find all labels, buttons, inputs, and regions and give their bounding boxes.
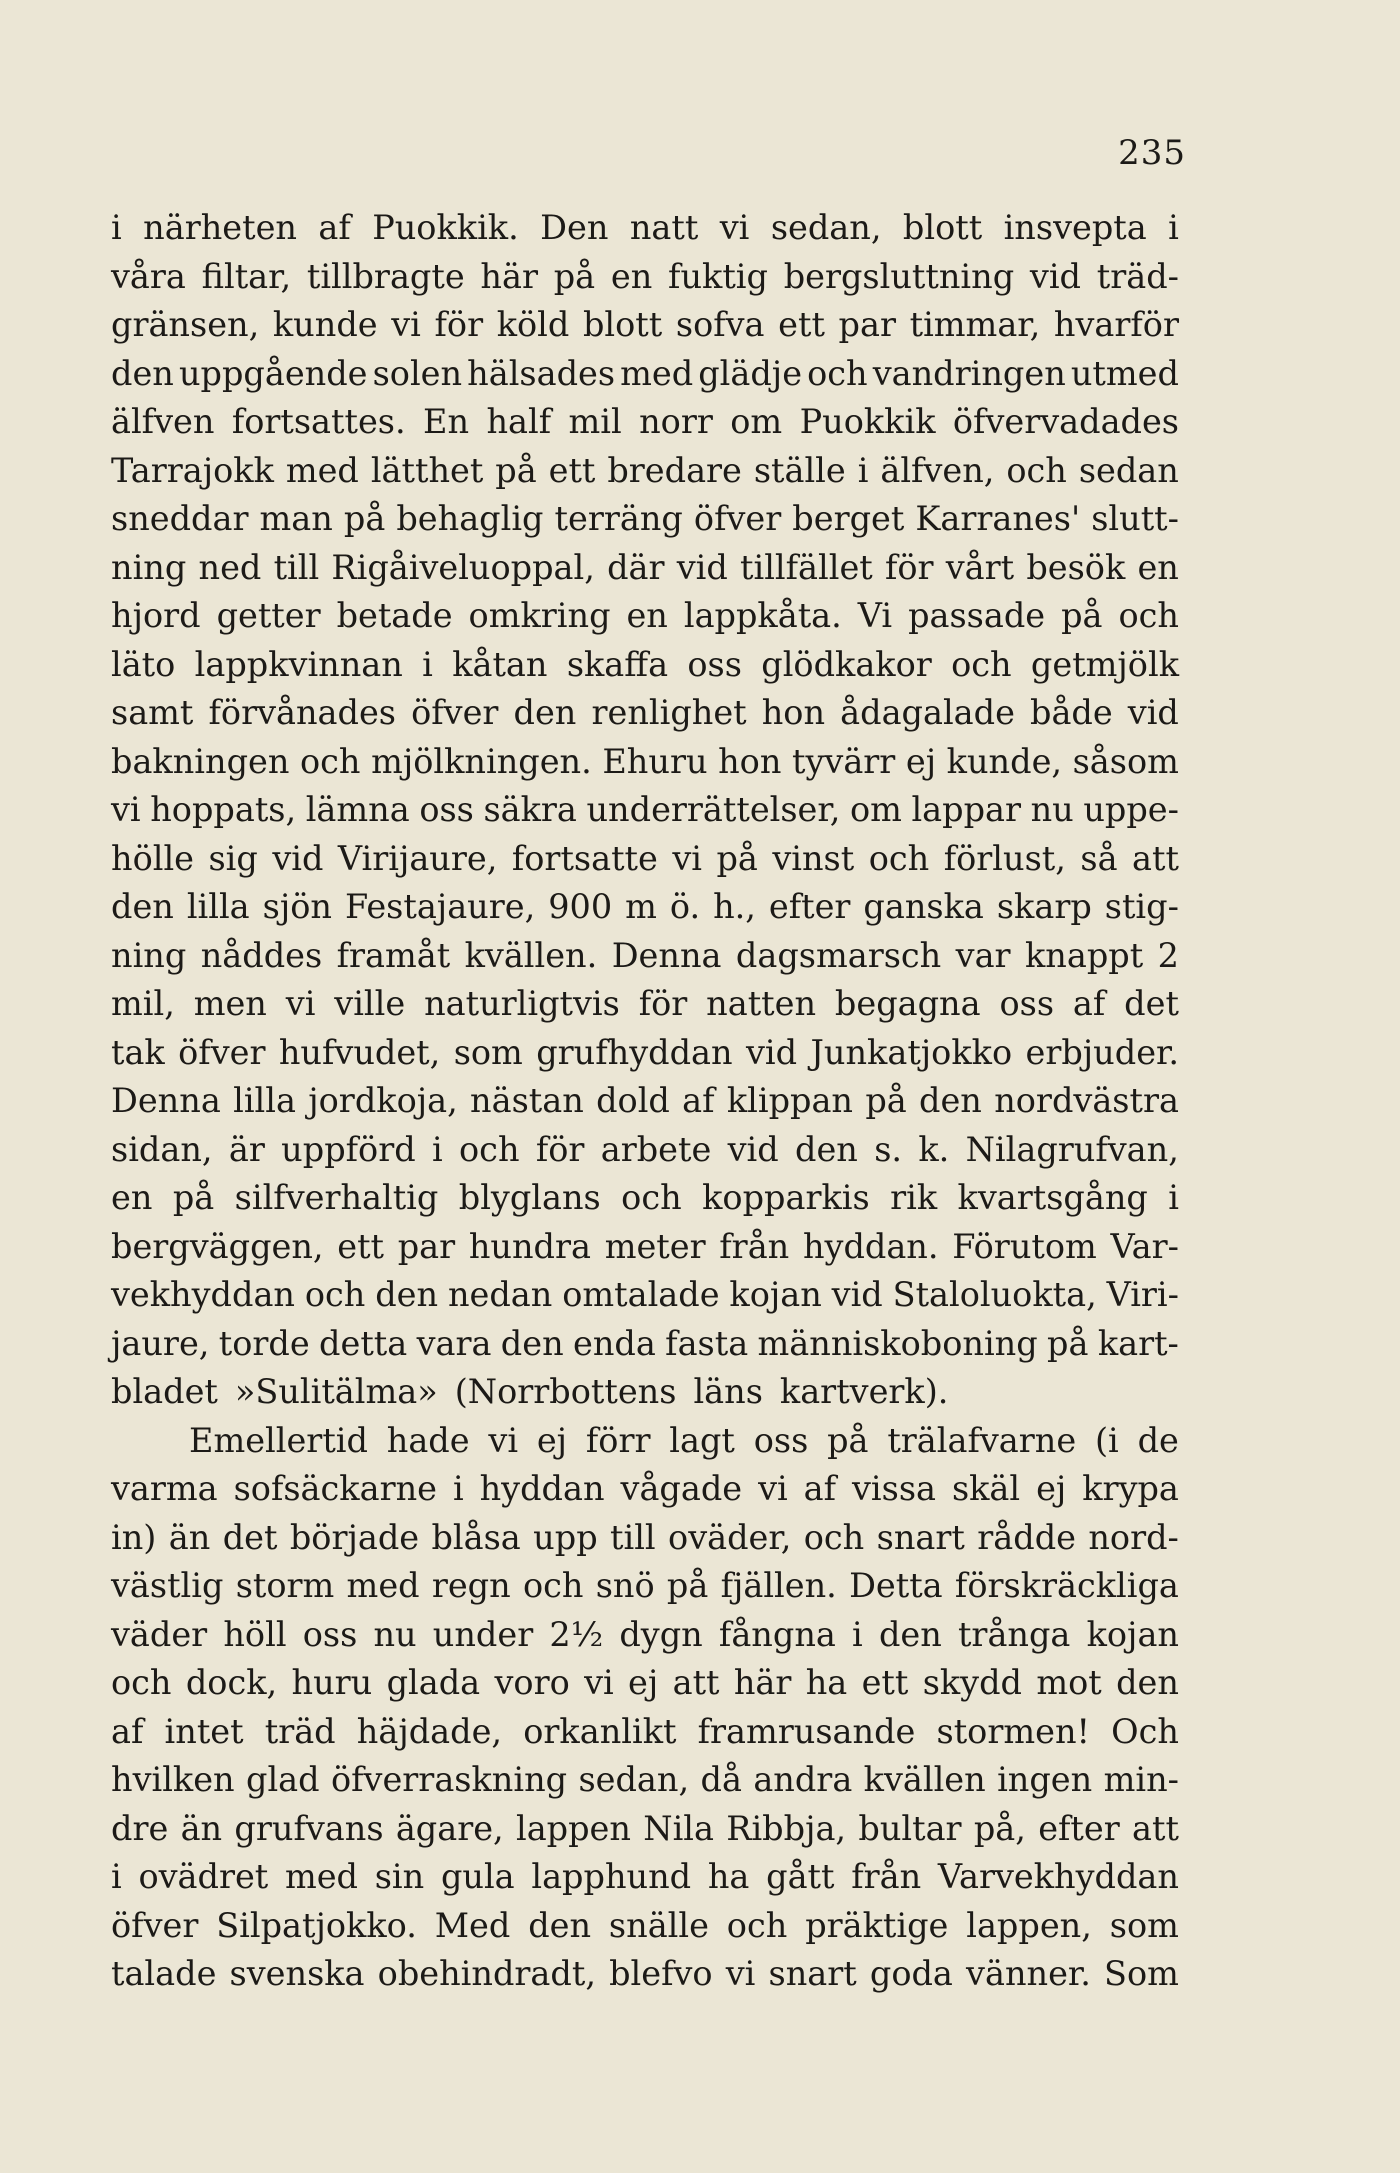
text-line: västlig storm med regn och snö på fjällen. Detta förskräckliga xyxy=(111,1566,1179,1605)
body-text xyxy=(111,208,1179,2003)
text-line: dre än grufvans ägare, lappen Nila Ribbja, bultar på, efter att xyxy=(111,1808,1179,1848)
text-line: Tarrajokk med lätthet på ett bredare ställe i älfven, och sedan xyxy=(111,450,1179,490)
text-line: hvilken glad öfverraskning sedan, då andra kvällen ingen min- xyxy=(111,1760,1179,1799)
text-line: och dock, huru glada voro vi ej att här ha ett skydd mot den xyxy=(111,1663,1179,1702)
text-line: en på silfverhaltig blyglans och kopparkis rik kvartsgång i xyxy=(111,1178,1179,1217)
text-line: bakningen och mjölkningen. Ehuru hon tyvärr ej kunde, såsom xyxy=(111,741,1179,781)
text-line: vekhyddan och den nedan omtalade kojan vid Staloluokta, Viri- xyxy=(111,1275,1179,1314)
text-line: gränsen, kunde vi för köld blott sofva ett par timmar, hvarför xyxy=(111,305,1179,344)
text-line: in) än det började blåsa upp till oväder, och snart rådde nord- xyxy=(111,1517,1179,1557)
page-number: 235 xyxy=(1118,133,1186,173)
text-line: hjord getter betade omkring en lappkåta. Vi passade på och xyxy=(111,596,1179,635)
text-line: varma sofsäckarne i hyddan vågade vi af vissa skäl ej krypa xyxy=(111,1469,1179,1508)
text-line: bladet »Sulitälma» (Norrbottens läns kartverk). xyxy=(111,1372,949,1411)
text-line: talade svenska obehindradt, blefvo vi snart goda vänner. Som xyxy=(111,1954,1179,1993)
text-line: af intet träd häjdade, orkanlikt framrusande stormen! Och xyxy=(111,1711,1179,1751)
text-line: sidan, är uppförd i och för arbete vid den s. k. Nilagrufvan, xyxy=(111,1129,1179,1169)
text-line: ning nåddes framåt kvällen. Denna dagsmarsch var knappt 2 xyxy=(111,935,1179,975)
text-line: jaure, torde detta vara den enda fasta människoboning på kart- xyxy=(111,1323,1179,1363)
text-line: tak öfver hufvudet, som grufhyddan vid Junkatjokko erbjuder. xyxy=(111,1032,1179,1072)
text-line: öfver Silpatjokko. Med den snälle och präktige lappen, som xyxy=(111,1905,1179,1945)
text-line: vi hoppats, lämna oss säkra underrättelser, om lappar nu uppe- xyxy=(111,790,1179,829)
text-line: samt förvånades öfver den renlighet hon ådagalade både vid xyxy=(111,693,1179,732)
text-line: den lilla sjön Festajaure, 900 m ö. h., efter ganska skarp stig- xyxy=(111,887,1179,926)
text-line: ning ned till Rigåiveluoppal, där vid tillfället för vårt besök en xyxy=(111,547,1179,587)
text-line: sneddar man på behaglig terräng öfver berget Karranes' slutt- xyxy=(111,499,1179,538)
text-line: Emellertid hade vi ej förr lagt oss på trälafvarne (i de xyxy=(189,1420,1179,1460)
text-line: i ovädret med sin gula lapphund ha gått från Varvekhyddan xyxy=(111,1857,1179,1896)
text-line: i närheten af Puokkik. Den natt vi sedan, blott insvepta i xyxy=(111,208,1179,247)
text-line: älfven fortsattes. En half mil norr om Puokkik öfvervadades xyxy=(111,402,1179,441)
text-line: hölle sig vid Virijaure, fortsatte vi på vinst och förlust, så att xyxy=(111,838,1179,878)
text-line: läto lappkvinnan i kåtan skaffa oss glödkakor och getmjölk xyxy=(111,644,1179,684)
text-line: väder höll oss nu under 2½ dygn fångna i den trånga kojan xyxy=(111,1614,1179,1654)
text-line: bergväggen, ett par hundra meter från hyddan. Förutom Var- xyxy=(111,1226,1179,1266)
text-line: Denna lilla jordkoja, nästan dold af klippan på den nordvästra xyxy=(111,1081,1179,1120)
text-line: mil, men vi ville naturligtvis för natten begagna oss af det xyxy=(111,984,1179,1023)
text-line: våra filtar, tillbragte här på en fuktig bergsluttning vid träd- xyxy=(111,256,1179,296)
text-line: den uppgående solen hälsades med glädje och vandringen utmed xyxy=(111,353,1179,393)
